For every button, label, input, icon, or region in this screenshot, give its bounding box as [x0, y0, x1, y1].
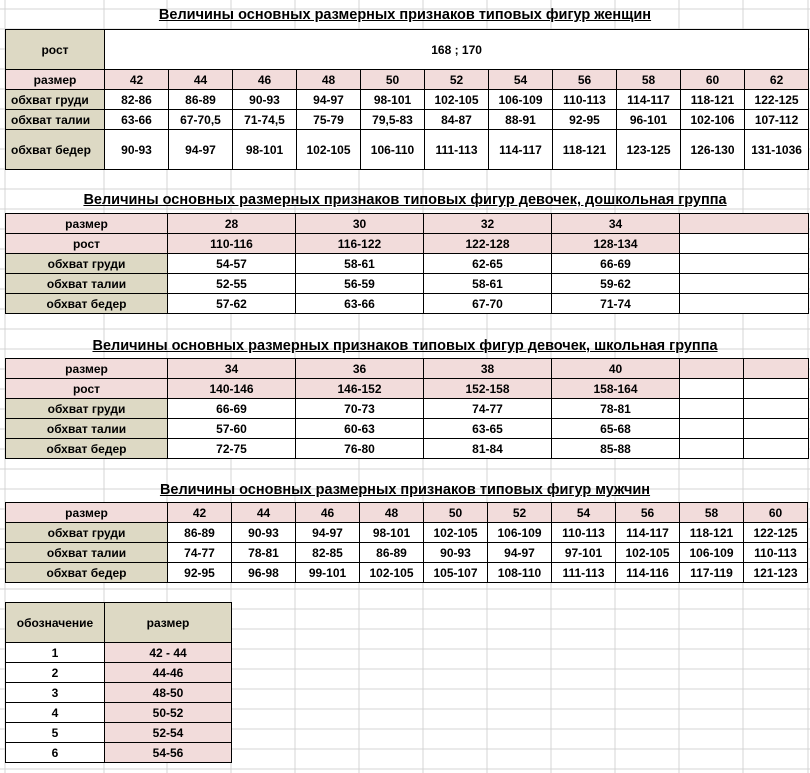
measurement-label-cell[interactable]: обхват талии [6, 110, 105, 130]
value-cell[interactable]: 102-106 [681, 110, 745, 130]
value-cell[interactable]: 84-87 [425, 110, 489, 130]
value-cell[interactable]: 59-62 [552, 274, 680, 294]
table-row [6, 439, 809, 459]
size-cell[interactable]: 46 [233, 70, 297, 90]
value-cell[interactable]: 63-66 [296, 294, 424, 314]
size-cell[interactable]: 42 [105, 70, 169, 90]
girls-preschool-size-table [5, 213, 809, 314]
value-cell[interactable]: 108-110 [488, 563, 552, 583]
value-cell[interactable]: 92-95 [553, 110, 617, 130]
value-cell[interactable]: 58-61 [296, 254, 424, 274]
size-label-cell[interactable]: размер [6, 214, 168, 234]
value-cell[interactable]: 86-89 [360, 543, 424, 563]
height-cell[interactable]: 122-128 [424, 234, 552, 254]
value-cell[interactable]: 66-69 [552, 254, 680, 274]
size-cell[interactable]: 56 [553, 70, 617, 90]
size-cell[interactable]: 34 [168, 359, 296, 379]
measurement-label-cell[interactable]: обхват бедер [6, 563, 168, 583]
value-cell[interactable]: 57-60 [168, 419, 296, 439]
value-cell[interactable]: 90-93 [424, 543, 488, 563]
empty-cell[interactable] [680, 274, 809, 294]
legend-size-cell[interactable]: 44-46 [105, 663, 232, 683]
girls-school-size-table [5, 358, 809, 459]
table-row [6, 90, 809, 110]
value-cell[interactable]: 67-70 [424, 294, 552, 314]
empty-cell[interactable] [680, 419, 744, 439]
value-cell[interactable]: 114-116 [616, 563, 680, 583]
girls-school-table-title: Величины основных размерных признаков типовых фигур девочек, школьная группа [92, 338, 718, 354]
height-cell[interactable]: 116-122 [296, 234, 424, 254]
value-cell[interactable]: 90-93 [232, 523, 296, 543]
value-cell[interactable]: 96-98 [232, 563, 296, 583]
table-row [6, 274, 809, 294]
table-row [6, 234, 809, 254]
table-row [6, 663, 232, 683]
measurement-label-cell[interactable]: обхват талии [6, 274, 168, 294]
size-cell[interactable]: 58 [617, 70, 681, 90]
value-cell[interactable]: 118-121 [680, 523, 744, 543]
value-cell[interactable]: 63-65 [424, 419, 552, 439]
table-row [6, 703, 232, 723]
table-row [6, 723, 232, 743]
table-row [6, 523, 808, 543]
height-cell[interactable]: 158-164 [552, 379, 680, 399]
size-cell[interactable]: 40 [552, 359, 680, 379]
empty-cell[interactable] [680, 379, 744, 399]
empty-cell[interactable] [680, 214, 809, 234]
size-cell[interactable]: 60 [744, 503, 808, 523]
value-cell[interactable]: 86-89 [169, 90, 233, 110]
size-cell[interactable]: 44 [232, 503, 296, 523]
size-label-cell[interactable]: размер [6, 70, 105, 90]
value-cell[interactable]: 131-1036 [745, 130, 809, 170]
women-size-table [5, 29, 809, 170]
measurement-label-cell[interactable]: обхват талии [6, 419, 168, 439]
value-cell[interactable]: 90-93 [233, 90, 297, 110]
value-cell[interactable]: 94-97 [296, 523, 360, 543]
value-cell[interactable]: 102-105 [360, 563, 424, 583]
value-cell[interactable]: 102-105 [424, 523, 488, 543]
table-row [6, 419, 809, 439]
legend-size-cell[interactable]: 42 - 44 [105, 643, 232, 663]
value-cell[interactable]: 76-80 [296, 439, 424, 459]
value-cell[interactable]: 63-66 [105, 110, 169, 130]
value-cell[interactable]: 118-121 [553, 130, 617, 170]
value-cell[interactable]: 94-97 [488, 543, 552, 563]
size-cell[interactable]: 60 [681, 70, 745, 90]
value-cell[interactable]: 114-117 [617, 90, 681, 110]
size-cell[interactable]: 48 [360, 503, 424, 523]
designation-legend-table [5, 602, 232, 763]
men-table-title: Величины основных размерных признаков типовых фигур мужчин [159, 482, 651, 498]
value-cell[interactable]: 98-101 [360, 523, 424, 543]
value-cell[interactable]: 111-113 [552, 563, 616, 583]
value-cell[interactable]: 107-112 [745, 110, 809, 130]
height-value-cell[interactable]: 168 ; 170 [105, 30, 809, 70]
value-cell[interactable]: 70-73 [296, 399, 424, 419]
women-table-title: Величины основных размерных признаков типовых фигур женщин [158, 7, 652, 23]
value-cell[interactable]: 74-77 [424, 399, 552, 419]
table-row [6, 214, 809, 234]
height-cell[interactable]: 152-158 [424, 379, 552, 399]
measurement-label-cell[interactable]: обхват груди [6, 399, 168, 419]
height-cell[interactable]: 140-146 [168, 379, 296, 399]
table-row [6, 503, 808, 523]
size-cell[interactable]: 38 [424, 359, 552, 379]
value-cell[interactable]: 66-69 [168, 399, 296, 419]
value-cell[interactable]: 94-97 [297, 90, 361, 110]
girls-preschool-table-title: Величины основных размерных признаков типовых фигур девочек, дошкольная группа [83, 192, 727, 208]
designation-cell[interactable]: 3 [6, 683, 105, 703]
table-row [6, 543, 808, 563]
empty-cell[interactable] [680, 359, 744, 379]
size-cell[interactable]: 56 [616, 503, 680, 523]
value-cell[interactable]: 78-81 [232, 543, 296, 563]
value-cell[interactable]: 106-109 [489, 90, 553, 110]
measurement-label-cell[interactable]: обхват груди [6, 523, 168, 543]
value-cell[interactable]: 126-130 [681, 130, 745, 170]
designation-cell[interactable]: 6 [6, 743, 105, 763]
value-cell[interactable]: 114-117 [489, 130, 553, 170]
value-cell[interactable]: 54-57 [168, 254, 296, 274]
size-cell[interactable]: 36 [296, 359, 424, 379]
value-cell[interactable]: 72-75 [168, 439, 296, 459]
value-cell[interactable]: 57-62 [168, 294, 296, 314]
height-label-cell[interactable]: рост [6, 379, 168, 399]
men-size-table [5, 502, 808, 583]
value-cell[interactable]: 96-101 [617, 110, 681, 130]
legend-size-header-cell[interactable]: размер [105, 603, 232, 643]
value-cell[interactable]: 56-59 [296, 274, 424, 294]
table-row [6, 130, 809, 170]
designation-header-cell[interactable]: обозначение [6, 603, 105, 643]
size-cell[interactable]: 52 [425, 70, 489, 90]
value-cell[interactable]: 122-125 [744, 523, 808, 543]
value-cell[interactable]: 92-95 [168, 563, 232, 583]
table-row [6, 254, 809, 274]
table-row [6, 359, 809, 379]
value-cell[interactable]: 67-70,5 [169, 110, 233, 130]
empty-cell[interactable] [680, 294, 809, 314]
value-cell[interactable]: 86-89 [168, 523, 232, 543]
size-label-cell[interactable]: размер [6, 503, 168, 523]
size-cell[interactable]: 42 [168, 503, 232, 523]
value-cell[interactable]: 110-113 [553, 90, 617, 110]
height-label-cell[interactable]: рост [6, 30, 105, 70]
value-cell[interactable]: 111-113 [425, 130, 489, 170]
value-cell[interactable]: 71-74,5 [233, 110, 297, 130]
table-row [6, 643, 232, 663]
table-row [6, 110, 809, 130]
measurement-label-cell[interactable]: обхват талии [6, 543, 168, 563]
empty-cell[interactable] [744, 379, 809, 399]
value-cell[interactable]: 110-113 [744, 543, 808, 563]
value-cell[interactable]: 102-105 [425, 90, 489, 110]
value-cell[interactable]: 98-101 [233, 130, 297, 170]
empty-cell[interactable] [744, 399, 809, 419]
empty-cell[interactable] [680, 254, 809, 274]
legend-size-cell[interactable]: 48-50 [105, 683, 232, 703]
value-cell[interactable]: 78-81 [552, 399, 680, 419]
table-row [6, 563, 808, 583]
measurement-label-cell[interactable]: обхват груди [6, 90, 105, 110]
size-cell[interactable]: 54 [489, 70, 553, 90]
value-cell[interactable]: 52-55 [168, 274, 296, 294]
legend-size-cell[interactable]: 50-52 [105, 703, 232, 723]
value-cell[interactable]: 99-101 [296, 563, 360, 583]
legend-size-cell[interactable]: 54-56 [105, 743, 232, 763]
designation-cell[interactable]: 5 [6, 723, 105, 743]
value-cell[interactable]: 102-105 [297, 130, 361, 170]
table-row [6, 683, 232, 703]
size-cell[interactable]: 34 [552, 214, 680, 234]
size-cell[interactable]: 52 [488, 503, 552, 523]
empty-cell[interactable] [744, 439, 809, 459]
value-cell[interactable]: 117-119 [680, 563, 744, 583]
designation-cell[interactable]: 1 [6, 643, 105, 663]
value-cell[interactable]: 106-109 [680, 543, 744, 563]
measurement-label-cell[interactable]: обхват бедер [6, 294, 168, 314]
value-cell[interactable]: 71-74 [552, 294, 680, 314]
size-cell[interactable]: 62 [745, 70, 809, 90]
empty-cell[interactable] [744, 359, 809, 379]
value-cell[interactable]: 114-117 [616, 523, 680, 543]
size-cell[interactable]: 46 [296, 503, 360, 523]
size-cell[interactable]: 30 [296, 214, 424, 234]
size-cell[interactable]: 32 [424, 214, 552, 234]
designation-cell[interactable]: 4 [6, 703, 105, 723]
value-cell[interactable]: 74-77 [168, 543, 232, 563]
height-cell[interactable]: 128-134 [552, 234, 680, 254]
measurement-label-cell[interactable]: обхват груди [6, 254, 168, 274]
value-cell[interactable]: 90-93 [105, 130, 169, 170]
value-cell[interactable]: 106-109 [488, 523, 552, 543]
value-cell[interactable]: 75-79 [297, 110, 361, 130]
measurement-label-cell[interactable]: обхват бедер [6, 130, 105, 170]
size-label-cell[interactable]: размер [6, 359, 168, 379]
value-cell[interactable]: 58-61 [424, 274, 552, 294]
designation-cell[interactable]: 2 [6, 663, 105, 683]
value-cell[interactable]: 102-105 [616, 543, 680, 563]
value-cell[interactable]: 81-84 [424, 439, 552, 459]
value-cell[interactable]: 88-91 [489, 110, 553, 130]
value-cell[interactable]: 85-88 [552, 439, 680, 459]
value-cell[interactable]: 122-125 [745, 90, 809, 110]
value-cell[interactable]: 94-97 [169, 130, 233, 170]
value-cell[interactable]: 118-121 [681, 90, 745, 110]
size-cell[interactable]: 50 [424, 503, 488, 523]
value-cell[interactable]: 106-110 [361, 130, 425, 170]
height-label-cell[interactable]: рост [6, 234, 168, 254]
size-cell[interactable]: 28 [168, 214, 296, 234]
table-row [6, 294, 809, 314]
value-cell[interactable]: 62-65 [424, 254, 552, 274]
value-cell[interactable]: 82-85 [296, 543, 360, 563]
height-cell[interactable]: 146-152 [296, 379, 424, 399]
value-cell[interactable]: 60-63 [296, 419, 424, 439]
size-cell[interactable]: 50 [361, 70, 425, 90]
height-cell[interactable]: 110-116 [168, 234, 296, 254]
empty-cell[interactable] [680, 399, 744, 419]
measurement-label-cell[interactable]: обхват бедер [6, 439, 168, 459]
empty-cell[interactable] [680, 439, 744, 459]
size-cell[interactable]: 54 [552, 503, 616, 523]
table-row [6, 743, 232, 763]
legend-size-cell[interactable]: 52-54 [105, 723, 232, 743]
size-cell[interactable]: 48 [297, 70, 361, 90]
table-row [6, 399, 809, 419]
value-cell[interactable]: 98-101 [361, 90, 425, 110]
empty-cell[interactable] [744, 419, 809, 439]
table-row [6, 379, 809, 399]
value-cell[interactable]: 97-101 [552, 543, 616, 563]
value-cell[interactable]: 123-125 [617, 130, 681, 170]
size-cell[interactable]: 58 [680, 503, 744, 523]
value-cell[interactable]: 121-123 [744, 563, 808, 583]
value-cell[interactable]: 65-68 [552, 419, 680, 439]
value-cell[interactable]: 110-113 [552, 523, 616, 543]
value-cell[interactable]: 105-107 [424, 563, 488, 583]
empty-cell[interactable] [680, 234, 809, 254]
value-cell[interactable]: 82-86 [105, 90, 169, 110]
size-cell[interactable]: 44 [169, 70, 233, 90]
value-cell[interactable]: 79,5-83 [361, 110, 425, 130]
